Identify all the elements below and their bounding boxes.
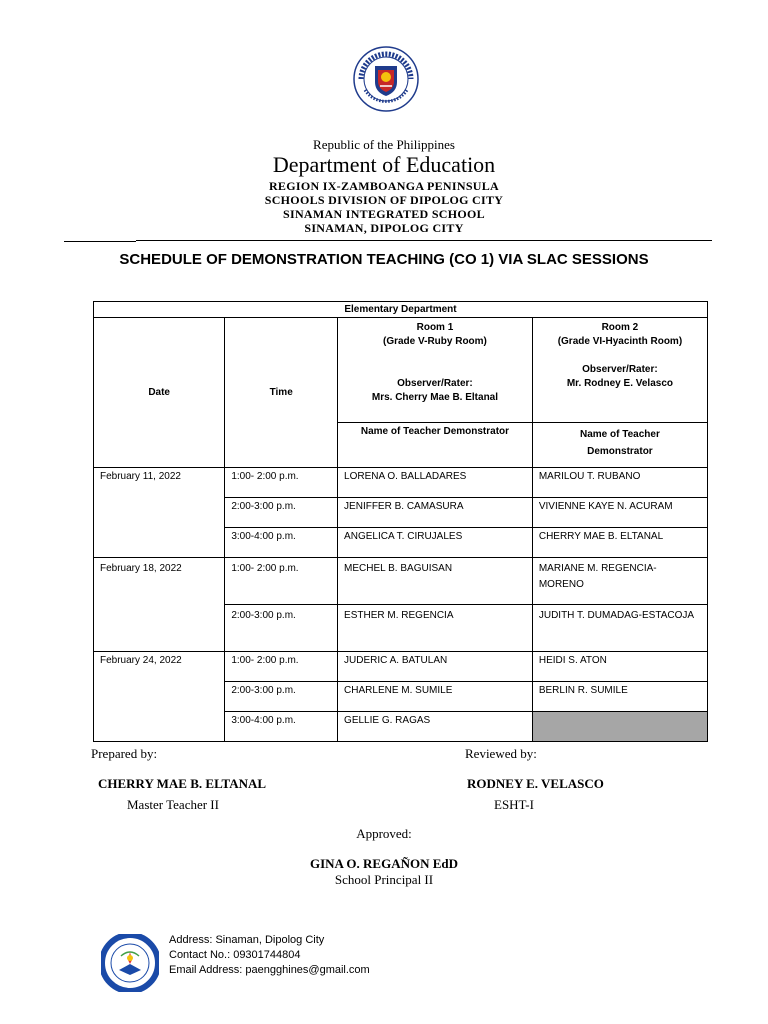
table-row bbox=[94, 558, 708, 605]
time-cell: 3:00-4:00 p.m. bbox=[225, 528, 338, 558]
reviewed-by-label: Reviewed by: bbox=[465, 746, 537, 761]
department-header: Elementary Department bbox=[94, 302, 708, 318]
time-cell: 2:00-3:00 p.m. bbox=[225, 682, 338, 712]
table-row bbox=[94, 652, 708, 682]
footer-address: Address: Sinaman, Dipolog City bbox=[169, 934, 325, 946]
room1-observer-label: Observer/Rater: bbox=[397, 378, 473, 389]
room2-header bbox=[532, 318, 707, 423]
time-cell: 3:00-4:00 p.m. bbox=[225, 712, 338, 742]
approved-label: Approved: bbox=[356, 826, 412, 841]
room1-demonstrator-cell: MECHEL B. BAGUISAN bbox=[338, 558, 533, 605]
time-cell: 1:00- 2:00 p.m. bbox=[225, 468, 338, 498]
division-line: SCHOOLS DIVISION OF DIPOLOG CITY bbox=[264, 193, 504, 207]
room2-demonstrator-cell: MARILOU T. RUBANO bbox=[532, 468, 707, 498]
room2-demonstrator-cell: JUDITH T. DUMADAG-ESTACOJA bbox=[532, 605, 707, 652]
school-line: SINAMAN INTEGRATED SCHOOL bbox=[283, 207, 485, 221]
prepared-by-name: CHERRY MAE B. ELTANAL bbox=[98, 776, 267, 791]
prepared-by-label: Prepared by: bbox=[91, 746, 158, 761]
header-divider bbox=[136, 240, 712, 241]
room2-demo-header-line1: Name of Teacher bbox=[580, 429, 660, 440]
room1-name: Room 1 bbox=[416, 322, 454, 333]
room1-demonstrator-cell: GELLIE G. RAGAS bbox=[338, 712, 533, 742]
room2-demonstrator-header bbox=[532, 423, 707, 468]
document-title: SCHEDULE OF DEMONSTRATION TEACHING (CO 1) VIA SLAC SESSIONS bbox=[119, 251, 649, 268]
republic-line: Republic of the Philippines bbox=[313, 137, 455, 152]
room2-demonstrator-cell: HEIDI S. ATON bbox=[532, 652, 707, 682]
room1-demonstrator-header: Name of Teacher Demonstrator bbox=[338, 423, 533, 468]
time-cell: 2:00-3:00 p.m. bbox=[225, 498, 338, 528]
room1-header bbox=[338, 318, 533, 423]
room1-demonstrator-cell: ESTHER M. REGENCIA bbox=[338, 605, 533, 652]
date-column-header: Date bbox=[94, 318, 225, 468]
approved-by-position: School Principal II bbox=[334, 872, 434, 887]
deped-seal-logo bbox=[353, 46, 419, 112]
room1-observer: Mrs. Cherry Mae B. Eltanal bbox=[371, 392, 499, 403]
room2-observer-label: Observer/Rater: bbox=[582, 364, 658, 375]
table-row bbox=[94, 468, 708, 498]
time-cell: 1:00- 2:00 p.m. bbox=[225, 652, 338, 682]
header-divider bbox=[64, 241, 136, 242]
room2-name: Room 2 bbox=[601, 322, 639, 333]
schedule-table bbox=[93, 301, 708, 742]
room1-demonstrator-cell: ANGELICA T. CIRUJALES bbox=[338, 528, 533, 558]
school-logo bbox=[101, 934, 159, 992]
reviewed-by-position: ESHT-I bbox=[494, 797, 534, 812]
room1-demonstrator-cell: CHARLENE M. SUMILE bbox=[338, 682, 533, 712]
room2-observer: Mr. Rodney E. Velasco bbox=[566, 378, 673, 389]
date-cell: February 18, 2022 bbox=[94, 558, 225, 652]
room2-grade: (Grade VI-Hyacinth Room) bbox=[557, 336, 683, 347]
room2-demo-header-line2: Demonstrator bbox=[587, 446, 653, 457]
department-name: Department of Education bbox=[272, 152, 496, 177]
city-line: SINAMAN, DIPOLOG CITY bbox=[304, 221, 464, 235]
footer-email: Email Address: paengghines@gmail.com bbox=[169, 964, 370, 976]
prepared-by-position: Master Teacher II bbox=[127, 797, 219, 812]
room2-demonstrator-cell bbox=[532, 712, 707, 742]
room2-demonstrator-cell: MARIANE M. REGENCIA-MORENO bbox=[532, 558, 707, 605]
room2-demonstrator-cell: BERLIN R. SUMILE bbox=[532, 682, 707, 712]
region-line: REGION IX-ZAMBOANGA PENINSULA bbox=[268, 179, 500, 193]
room2-demonstrator-cell: VIVIENNE KAYE N. ACURAM bbox=[532, 498, 707, 528]
room1-demonstrator-cell: JENIFFER B. CAMASURA bbox=[338, 498, 533, 528]
reviewed-by-name: RODNEY E. VELASCO bbox=[467, 776, 604, 791]
date-cell: February 11, 2022 bbox=[94, 468, 225, 558]
footer-contact: Contact No.: 09301744804 bbox=[169, 949, 301, 961]
date-cell: February 24, 2022 bbox=[94, 652, 225, 742]
time-column-header: Time bbox=[225, 318, 338, 468]
time-cell: 2:00-3:00 p.m. bbox=[225, 605, 338, 652]
room2-demonstrator-cell: CHERRY MAE B. ELTANAL bbox=[532, 528, 707, 558]
time-cell: 1:00- 2:00 p.m. bbox=[225, 558, 338, 605]
room1-demonstrator-cell: JUDERIC A. BATULAN bbox=[338, 652, 533, 682]
room1-grade: (Grade V-Ruby Room) bbox=[382, 336, 487, 347]
room1-demonstrator-cell: LORENA O. BALLADARES bbox=[338, 468, 533, 498]
approved-by-name: GINA O. REGAÑON EdD bbox=[309, 856, 459, 871]
